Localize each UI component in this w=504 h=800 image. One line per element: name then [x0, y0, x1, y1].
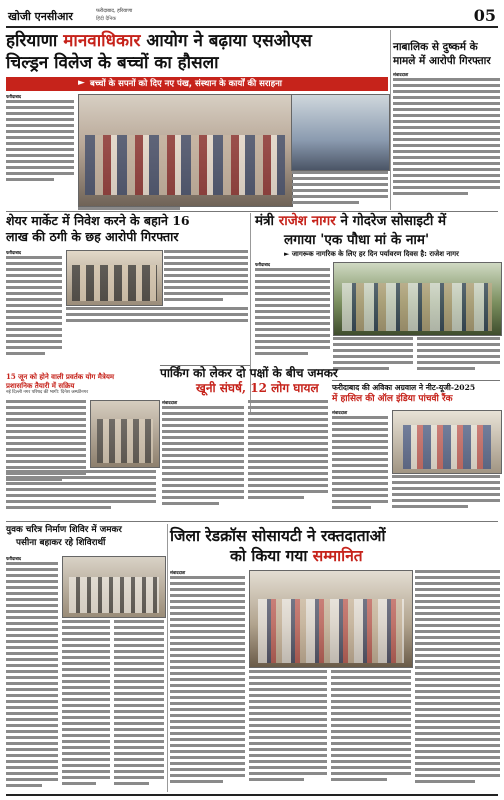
lead-dateline: फरीदाबाद: [6, 94, 22, 99]
share-photo: [66, 250, 163, 306]
share-col-2: [164, 250, 248, 310]
yoga-tagline: नई दिल्ली नगर परिषद की भागी: दिनेश जम्प्ठीनगर: [6, 390, 89, 395]
neet-headline-line2: में हासिल की ऑल इंडिया पांचवी रैंक: [332, 394, 453, 404]
masthead-subline: हिंदी दैनिक: [96, 16, 117, 22]
share-col-3: [66, 307, 248, 331]
youth-headline-line1: युवक चरित्र निर्माण शिविर में जमकर: [6, 525, 122, 535]
redcross-headline: [170, 526, 500, 566]
parking-photo: [90, 400, 160, 468]
neet-col-1: [332, 410, 388, 520]
banner-arrow-icon: ►: [78, 78, 85, 88]
lead-banner: [6, 77, 388, 91]
masthead: [6, 6, 498, 28]
lead-headline-part1: हरियाणा: [6, 31, 58, 51]
minister-subhead-text: जागरूक नागरिक के लिए हर दिन पर्यावरण दिवस है: राजेश नागर: [291, 250, 459, 258]
youth-col-1: [6, 556, 58, 792]
parking-col-2: [162, 400, 244, 518]
right-top-dateline: संवाददाता: [393, 72, 409, 77]
lead-headline-line2: चिल्ड्रन विलेज के बच्चों का हौसला: [6, 53, 219, 73]
parking-dateline: संवाददाता: [162, 400, 178, 405]
yoga-headline: 15 जून को होने वाली प्रवर्तक योग मैत्रेयम: [6, 372, 115, 381]
neet-dateline: संवाददाता: [332, 410, 348, 415]
share-dateline: फरीदाबाद: [6, 250, 22, 255]
parking-headline-line2: खूनी संघर्ष, 12 लोग घायल: [196, 381, 319, 395]
minister-dateline: फरीदाबाद: [255, 262, 271, 267]
paper-name: खोजी एनसीआर: [8, 10, 73, 23]
youth-headline: [6, 524, 164, 550]
page-number: 05: [473, 6, 496, 25]
redcross-col-3: [331, 670, 411, 792]
redcross-col-1: [170, 570, 245, 792]
right-top-headline: नाबालिक से दुष्कर्म के मामले में आरोपी गिरफ्तार: [393, 41, 491, 67]
lead-headline-red: मानवाधिकार: [63, 31, 141, 51]
lead-headline: [6, 30, 388, 74]
parking-headline: [160, 366, 360, 396]
minister-subhead: [284, 250, 494, 259]
minister-photo: [333, 262, 502, 336]
youth-col-2: [62, 620, 110, 792]
lead-col-3: [292, 171, 388, 207]
neet-headline: [332, 382, 500, 405]
minister-col-3: [417, 337, 500, 377]
subhead-arrow-icon: ►: [284, 250, 290, 258]
share-col-1: [6, 250, 62, 370]
youth-photo: [62, 556, 166, 618]
redcross-headline-red2: सम्मानित: [312, 546, 363, 565]
youth-col-3: [114, 620, 164, 792]
redcross-headline-pre2: को किया गया: [230, 546, 308, 565]
parking-col-4: [6, 470, 156, 518]
minister-headline-post: ने गोदरेज सोसाइटी में: [340, 213, 447, 229]
share-headline: [6, 213, 246, 245]
redcross-col-4: [415, 570, 500, 792]
yoga-headline-box: [6, 372, 156, 396]
lead-photo: [78, 94, 293, 207]
lead-photo-group: [291, 94, 390, 171]
neet-col-2: [392, 475, 500, 519]
neet-photo: [392, 410, 502, 474]
minister-headline: [255, 212, 500, 230]
parking-headline-line1: पार्किंग को लेकर दो पक्षों के बीच जमकर: [160, 366, 338, 380]
share-headline-line2: लाख की ठगी के छह आरोपी गिरफ्तार: [6, 229, 179, 244]
minister-col-1: [255, 262, 330, 366]
lead-headline-part2: आयोग ने बढ़ाया एसओएस: [146, 31, 312, 51]
redcross-photo: [249, 570, 413, 668]
lead-col-1: [6, 94, 74, 198]
minister-headline-red: राजेश नागर: [278, 213, 336, 229]
youth-dateline: फरीदाबाद: [6, 556, 22, 561]
redcross-col-2: [249, 670, 327, 792]
redcross-headline-line1: जिला रेडक्रॉस सोसायटी ने रक्तदाताओं: [170, 526, 386, 545]
youth-headline-line2: पसीना बहाकर रहे शिविरार्थी: [16, 538, 106, 548]
minister-headline-line2: लगाया 'एक पौधा मां के नाम': [284, 232, 430, 248]
redcross-dateline: संवाददाता: [170, 570, 186, 575]
right-top-body: [393, 72, 500, 208]
minister-headline-pre: मंत्री: [255, 213, 275, 229]
lead-banner-text: बच्चों के सपनों को दिए नए पंख, संस्थान के कार्यों की सराहना: [90, 79, 283, 89]
issue-info: फरीदाबाद, हरियाणा: [96, 8, 133, 14]
yoga-subhead: प्रशासनिक तैयारी में सक्रिय: [6, 381, 75, 390]
neet-headline-line1: फरीदाबाद की अविका अग्रवाल ने नीट-यूजी-2025: [332, 383, 476, 392]
share-headline-line1: शेयर मार्केट में निवेश करने के बहाने 16: [6, 213, 190, 228]
parking-col-3: [248, 400, 328, 518]
